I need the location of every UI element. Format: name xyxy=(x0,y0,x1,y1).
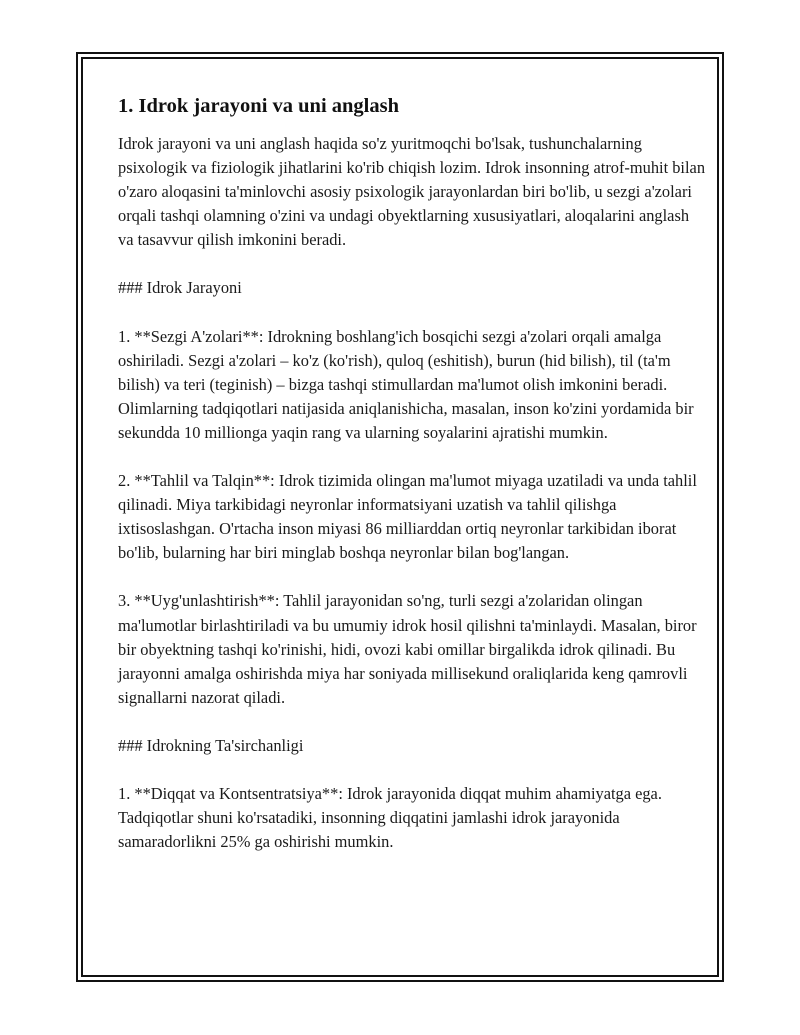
document-title: 1. Idrok jarayoni va uni anglash xyxy=(118,95,400,117)
list-item-sezgi-azolari: 1. **Sezgi A'zolari**: Idrokning boshlang'ich bosqichi sezgi a'zolari orqali amalga oshiriladi. Sezgi a'zolari – ko'z (ko'rish), quloq (eshitish), burun (hid bilish), til (ta'm bilish) va teri (teginish) – bizga tashqi stimullardan ma'lumot olish imkonini beradi. Olimlarning tadqiqotlari natijasida aniqlanishicha, masalan, inson ko'zini yordamida bir sekundda 10 millionga yaqin rang va ularning soyalarini ajratishi mumkin. xyxy=(118,326,694,442)
list-item-uygunlashtirish: 3. **Uyg'unlashtirish**: Tahlil jarayonidan so'ng, turli sezgi a'zolaridan olingan ma'lumotlar birlashtiriladi va bu umumiy idrok hosil qilishni ta'minlaydi. Masalan, biror bir obyektning tashqi ko'rinishi, hidi, ovozi kabi omillar birgalikda idrok qilinadi. Bu jarayonni amalga oshirishda miya har soniyada millisekund oraliqlarida keng qamrovli signallarni nazorat qiladi. xyxy=(118,591,697,707)
list-item-tahlil-va-talqin: 2. **Tahlil va Talqin**: Idrok tizimida olingan ma'lumot miyaga uzatiladi va unda tahlil qilinadi. Miya tarkibidagi neyronlar informatsiyani uzatish va tahlil qilishga ixtisoslashgan. O'rtacha inson miyasi 86 milliarddan ortiq neyronlar tarkibidan iborat bo'lib, bularning har biri minglab boshqa neyronlar bilan bog'langan. xyxy=(118,471,697,563)
list-item-diqqat: 1. **Diqqat va Kontsentratsiya**: Idrok jarayonida diqqat muhim ahamiyatga ega. Tadqiqotlar shuni ko'rsatadiki, insonning diqqatini jamlashi idrok jarayonida samaradorlikni 25% ga oshirishi mumkin. xyxy=(118,783,662,852)
section-heading-idrok-jarayoni: ### Idrok Jarayoni xyxy=(118,278,242,298)
document-body xyxy=(118,90,708,878)
intro-paragraph: Idrok jarayoni va uni anglash haqida so'z yuritmoqchi bo'lsak, tushunchalarning psixologik va fiziologik jihatlarini ko'rib chiqish lozim. Idrok insonning atrof-muhit bilan o'zaro aloqasini ta'minlovchi asosiy psixologik jarayonlardan biri bo'lib, u sezgi a'zolari orqali tashqi olamning o'zini va undagi obyektlarning xususiyatlari, aloqalarini anglash va tasavvur qilish imkonini beradi. xyxy=(118,134,706,250)
section-heading-tasirchanligi: ### Idrokning Ta'sirchanligi xyxy=(118,735,304,755)
